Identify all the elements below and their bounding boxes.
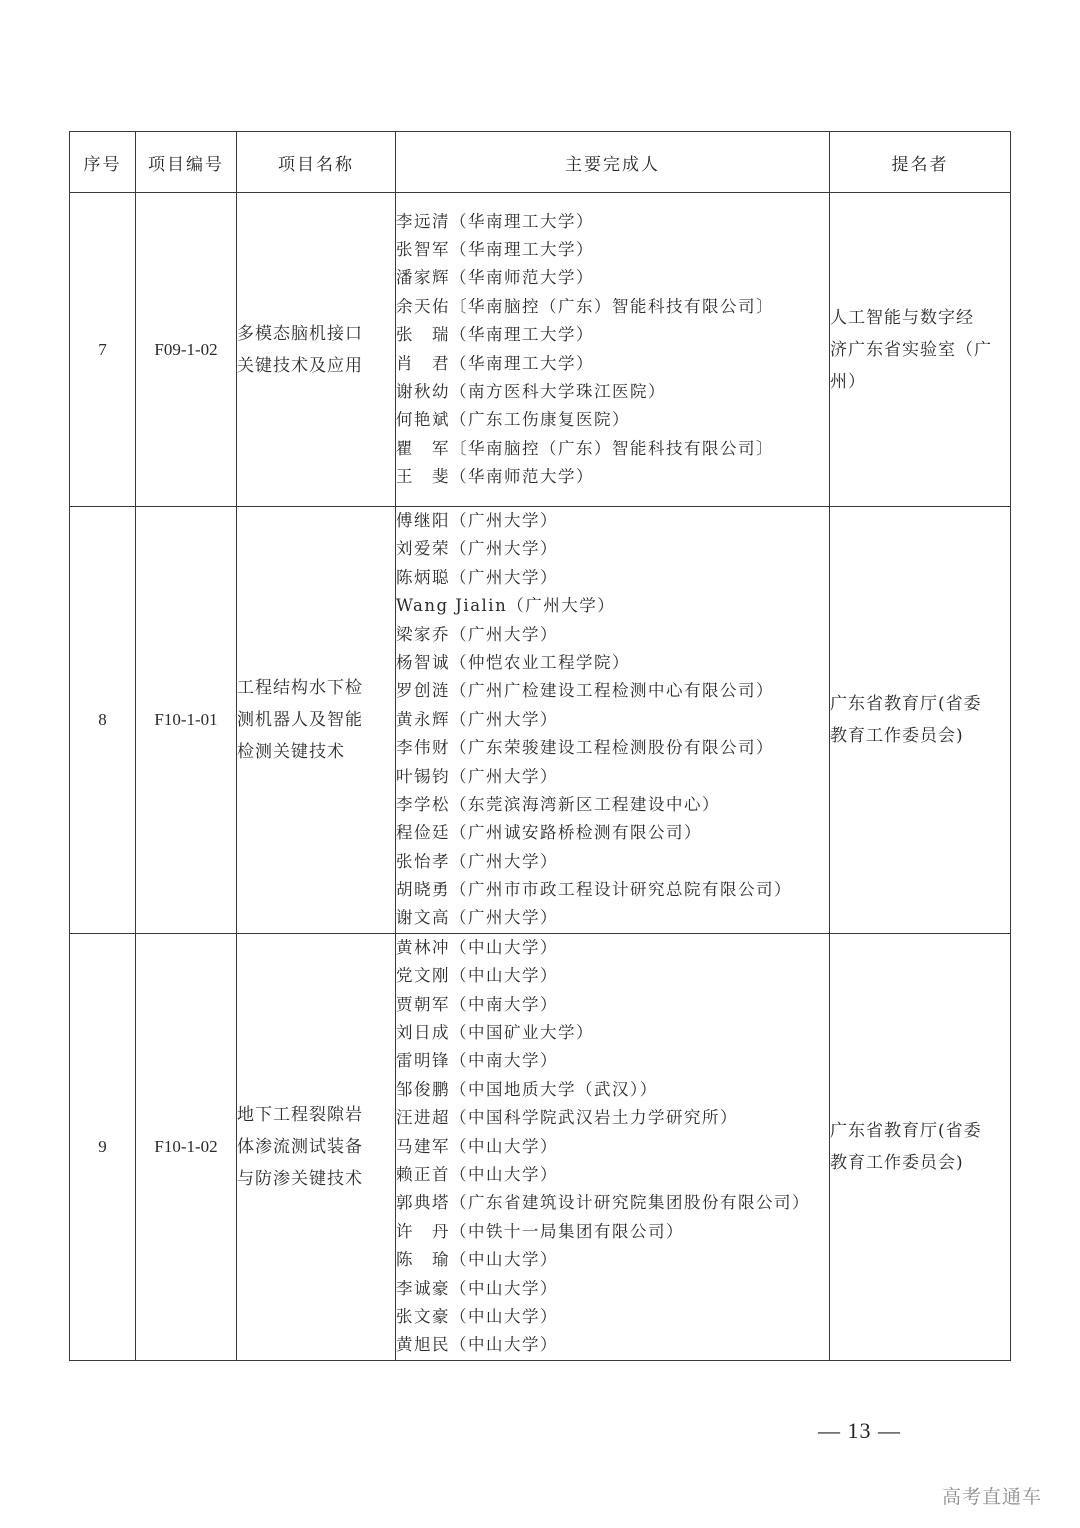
contributor: 李伟财（广东荣骏建设工程检测股份有限公司） — [396, 738, 774, 758]
nominator-line: 州） — [830, 371, 866, 392]
table-row — [70, 507, 1011, 934]
project-name-line: 地下工程裂隙岩 — [237, 1104, 363, 1125]
contributor: 张怡孝（广州大学） — [396, 851, 558, 871]
table-row — [70, 933, 1011, 1360]
table-row — [70, 193, 1011, 507]
header-nominator: 提名者 — [830, 132, 1011, 193]
table-header-row — [70, 132, 1011, 193]
contributor: 梁家乔（广州大学） — [396, 624, 558, 644]
row-project-name — [237, 507, 396, 934]
contributor: 瞿 军〔华南脑控（广东）智能科技有限公司〕 — [396, 438, 774, 458]
row-contributors — [396, 933, 830, 1360]
header-index: 序号 — [70, 132, 136, 193]
award-projects-table — [69, 131, 1011, 1361]
nominator-line: 教育工作委员会) — [830, 1152, 964, 1173]
contributor: 赖正首（中山大学） — [396, 1164, 558, 1184]
contributor: 张 瑞（华南理工大学） — [396, 325, 594, 345]
project-name-line: 与防渗关键技术 — [237, 1168, 363, 1189]
contributor: 陈炳聪（广州大学） — [396, 567, 558, 587]
contributor: 刘爱荣（广州大学） — [396, 539, 558, 559]
contributor: 党文刚（中山大学） — [396, 966, 558, 986]
nominator-line: 广东省教育厅(省委 — [830, 1120, 982, 1141]
nominator-line: 济广东省实验室（广 — [830, 339, 992, 360]
contributor: 胡晓勇（广州市市政工程设计研究总院有限公司） — [396, 880, 792, 900]
project-name-line: 关键技术及应用 — [237, 355, 363, 376]
row-index: 9 — [70, 933, 136, 1360]
contributor: 雷明锋（中南大学） — [396, 1051, 558, 1071]
nominator-line: 广东省教育厅(省委 — [830, 693, 982, 714]
contributor: 陈 瑜（中山大学） — [396, 1250, 558, 1270]
contributor: 邹俊鹏（中国地质大学（武汉）） — [396, 1079, 658, 1099]
row-code: F10-1-01 — [136, 507, 237, 934]
row-nominator — [830, 507, 1011, 934]
row-code: F09-1-02 — [136, 193, 237, 507]
contributor: 黄林冲（中山大学） — [396, 937, 558, 957]
contributor: 王 斐（华南师范大学） — [396, 467, 594, 487]
contributor: 肖 君（华南理工大学） — [396, 353, 594, 373]
contributor: 程俭廷（广州诚安路桥检测有限公司） — [396, 823, 702, 843]
project-name-line: 工程结构水下检 — [237, 677, 363, 698]
contributor: 郭典塔（广东省建筑设计研究院集团股份有限公司） — [396, 1193, 810, 1213]
contributor: 刘日成（中国矿业大学） — [396, 1023, 594, 1043]
row-contributors — [396, 507, 830, 934]
contributor: 汪进超（中国科学院武汉岩土力学研究所） — [396, 1108, 738, 1128]
project-name-line: 测机器人及智能 — [237, 709, 363, 730]
row-index: 8 — [70, 507, 136, 934]
contributor: 李诚豪（中山大学） — [396, 1278, 558, 1298]
contributor: 杨智诚（仲恺农业工程学院） — [396, 652, 630, 672]
nominator-line: 教育工作委员会) — [830, 725, 964, 746]
project-name-line: 检测关键技术 — [237, 741, 345, 762]
contributor: 罗创涟（广州广检建设工程检测中心有限公司） — [396, 681, 774, 701]
header-code: 项目编号 — [136, 132, 237, 193]
contributor: 潘家辉（华南师范大学） — [396, 268, 594, 288]
contributor: 贾朝军（中南大学） — [396, 994, 558, 1014]
contributor: 黄永辉（广州大学） — [396, 709, 558, 729]
contributor: 许 丹（中铁十一局集团有限公司） — [396, 1221, 684, 1241]
watermark-text: 高考直通车 — [942, 1486, 1043, 1508]
contributor: 叶锡钧（广州大学） — [396, 766, 558, 786]
header-main-contributors: 主要完成人 — [396, 132, 830, 193]
contributor: 谢文高（广州大学） — [396, 908, 558, 928]
row-index: 7 — [70, 193, 136, 507]
page-number: — 13 — — [818, 1418, 901, 1443]
project-name-line: 体渗流测试装备 — [237, 1136, 363, 1157]
project-name-line: 多模态脑机接口 — [237, 323, 363, 344]
contributor: 张文豪（中山大学） — [396, 1306, 558, 1326]
header-project-name: 项目名称 — [237, 132, 396, 193]
contributor: 谢秋幼（南方医科大学珠江医院） — [396, 381, 666, 401]
contributor: 傅继阳（广州大学） — [396, 511, 558, 530]
row-nominator — [830, 193, 1011, 507]
contributor: 李学松（东莞滨海湾新区工程建设中心） — [396, 794, 720, 814]
nominator-line: 人工智能与数字经 — [830, 307, 974, 328]
contributor: 李远清（华南理工大学） — [396, 211, 594, 231]
row-nominator — [830, 933, 1011, 1360]
contributor: 马建军（中山大学） — [396, 1136, 558, 1156]
contributor: 余天佑〔华南脑控（广东）智能科技有限公司〕 — [396, 296, 774, 316]
contributor: 黄旭民（中山大学） — [396, 1335, 558, 1355]
contributor: 张智军（华南理工大学） — [396, 239, 594, 259]
contributor: 何艳斌（广东工伤康复医院） — [396, 410, 630, 430]
contributor: Wang Jialin（广州大学） — [396, 596, 616, 616]
row-code: F10-1-02 — [136, 933, 237, 1360]
row-project-name — [237, 933, 396, 1360]
row-contributors — [396, 193, 830, 507]
row-project-name — [237, 193, 396, 507]
